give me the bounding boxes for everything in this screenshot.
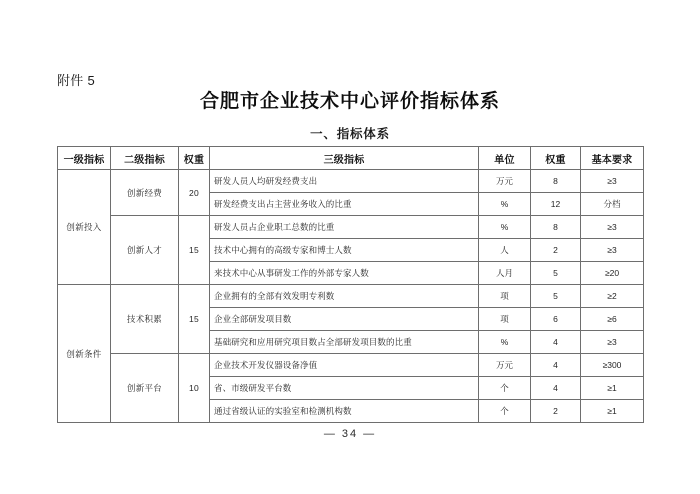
section-heading: 一、指标体系: [310, 127, 390, 141]
table-row: [58, 354, 644, 377]
cell-level3: 通过省级认证的实验室和检测机构数: [210, 400, 479, 423]
cell-requirement: ≥300: [581, 354, 644, 377]
cell-level2: 创新人才: [111, 216, 179, 285]
cell-unit: 人: [479, 239, 531, 262]
cell-unit: 项: [479, 285, 531, 308]
header-level1: 一级指标: [58, 147, 111, 170]
table-row: [58, 170, 644, 193]
header-weight3: 权重: [531, 147, 581, 170]
header-unit: 单位: [479, 147, 531, 170]
cell-unit: 项: [479, 308, 531, 331]
header-requirement: 基本要求: [581, 147, 644, 170]
cell-requirement: ≥3: [581, 331, 644, 354]
table-row: [58, 216, 644, 239]
attachment-label: 附件 5: [57, 73, 96, 88]
header-level2: 二级指标: [111, 147, 179, 170]
cell-level3: 研发经费支出占主营业务收入的比重: [210, 193, 479, 216]
cell-level3: 来技术中心从事研发工作的外部专家人数: [210, 262, 479, 285]
cell-requirement: ≥3: [581, 239, 644, 262]
page-title: 合肥市企业技术中心评价指标体系: [199, 91, 500, 112]
cell-requirement: ≥2: [581, 285, 644, 308]
cell-requirement: ≥20: [581, 262, 644, 285]
cell-unit: %: [479, 331, 531, 354]
cell-requirement: ≥6: [581, 308, 644, 331]
cell-weight3: 4: [531, 354, 581, 377]
cell-requirement: 分档: [581, 193, 644, 216]
cell-weight3: 8: [531, 216, 581, 239]
cell-level3: 研发人员人均研发经费支出: [210, 170, 479, 193]
cell-weight3: 2: [531, 239, 581, 262]
cell-weight3: 4: [531, 331, 581, 354]
cell-requirement: ≥3: [581, 170, 644, 193]
cell-level3: 省、市级研发平台数: [210, 377, 479, 400]
cell-level2: 创新平台: [111, 354, 179, 423]
cell-level3: 企业技术开发仪器设备净值: [210, 354, 479, 377]
cell-level1: 创新条件: [58, 285, 111, 423]
table-body: [58, 170, 644, 423]
cell-unit: 人月: [479, 262, 531, 285]
cell-requirement: ≥3: [581, 216, 644, 239]
cell-level3: 基础研究和应用研究项目数占全部研发项目数的比重: [210, 331, 479, 354]
cell-weight3: 2: [531, 400, 581, 423]
cell-unit: 万元: [479, 170, 531, 193]
cell-requirement: ≥1: [581, 400, 644, 423]
cell-weight3: 6: [531, 308, 581, 331]
cell-weight2: 15: [179, 285, 210, 354]
cell-weight3: 4: [531, 377, 581, 400]
cell-unit: 个: [479, 377, 531, 400]
cell-weight3: 8: [531, 170, 581, 193]
cell-level3: 企业全部研发项目数: [210, 308, 479, 331]
cell-weight3: 12: [531, 193, 581, 216]
table-header-row: [58, 147, 644, 170]
cell-requirement: ≥1: [581, 377, 644, 400]
page-number: — 34 —: [323, 428, 377, 440]
header-level3: 三级指标: [210, 147, 479, 170]
cell-level3: 企业拥有的全部有效发明专利数: [210, 285, 479, 308]
cell-level2: 创新经费: [111, 170, 179, 216]
header-weight2: 权重: [179, 147, 210, 170]
cell-unit: 个: [479, 400, 531, 423]
cell-unit: %: [479, 193, 531, 216]
cell-weight2: 15: [179, 216, 210, 285]
cell-unit: %: [479, 216, 531, 239]
cell-unit: 万元: [479, 354, 531, 377]
cell-level2: 技术积累: [111, 285, 179, 354]
cell-weight3: 5: [531, 285, 581, 308]
cell-weight2: 20: [179, 170, 210, 216]
cell-weight3: 5: [531, 262, 581, 285]
cell-level3: 研发人员占企业职工总数的比重: [210, 216, 479, 239]
indicator-system-table: [57, 146, 644, 423]
table-row: [58, 285, 644, 308]
cell-level3: 技术中心拥有的高级专家和博士人数: [210, 239, 479, 262]
cell-weight2: 10: [179, 354, 210, 423]
cell-level1: 创新投入: [58, 170, 111, 285]
